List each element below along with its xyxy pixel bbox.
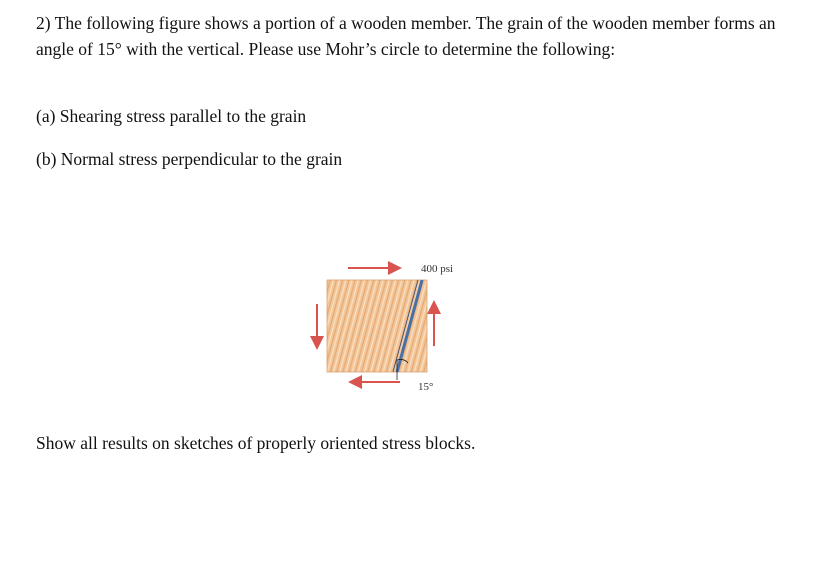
- part-b-question: (b) Normal stress perpendicular to the grain: [36, 149, 343, 169]
- stress-element-drawing: [300, 250, 500, 400]
- problem-statement-text: 2) The following figure shows a portion of a wooden member. The grain of the wooden member forms an angle of 15° with the vertical. Please use Mohr’s circle to determine the following:: [36, 13, 776, 59]
- stress-value-label: 400 psi: [421, 263, 454, 275]
- wood-block: [327, 280, 427, 372]
- wooden-member-figure: [300, 250, 500, 400]
- problem-statement: [36, 10, 796, 62]
- closing-instruction: Show all results on sketches of properly oriented stress blocks.: [36, 433, 476, 453]
- part-a-question: (a) Shearing stress parallel to the grain: [36, 106, 307, 126]
- angle-value-label: 15°: [418, 381, 434, 393]
